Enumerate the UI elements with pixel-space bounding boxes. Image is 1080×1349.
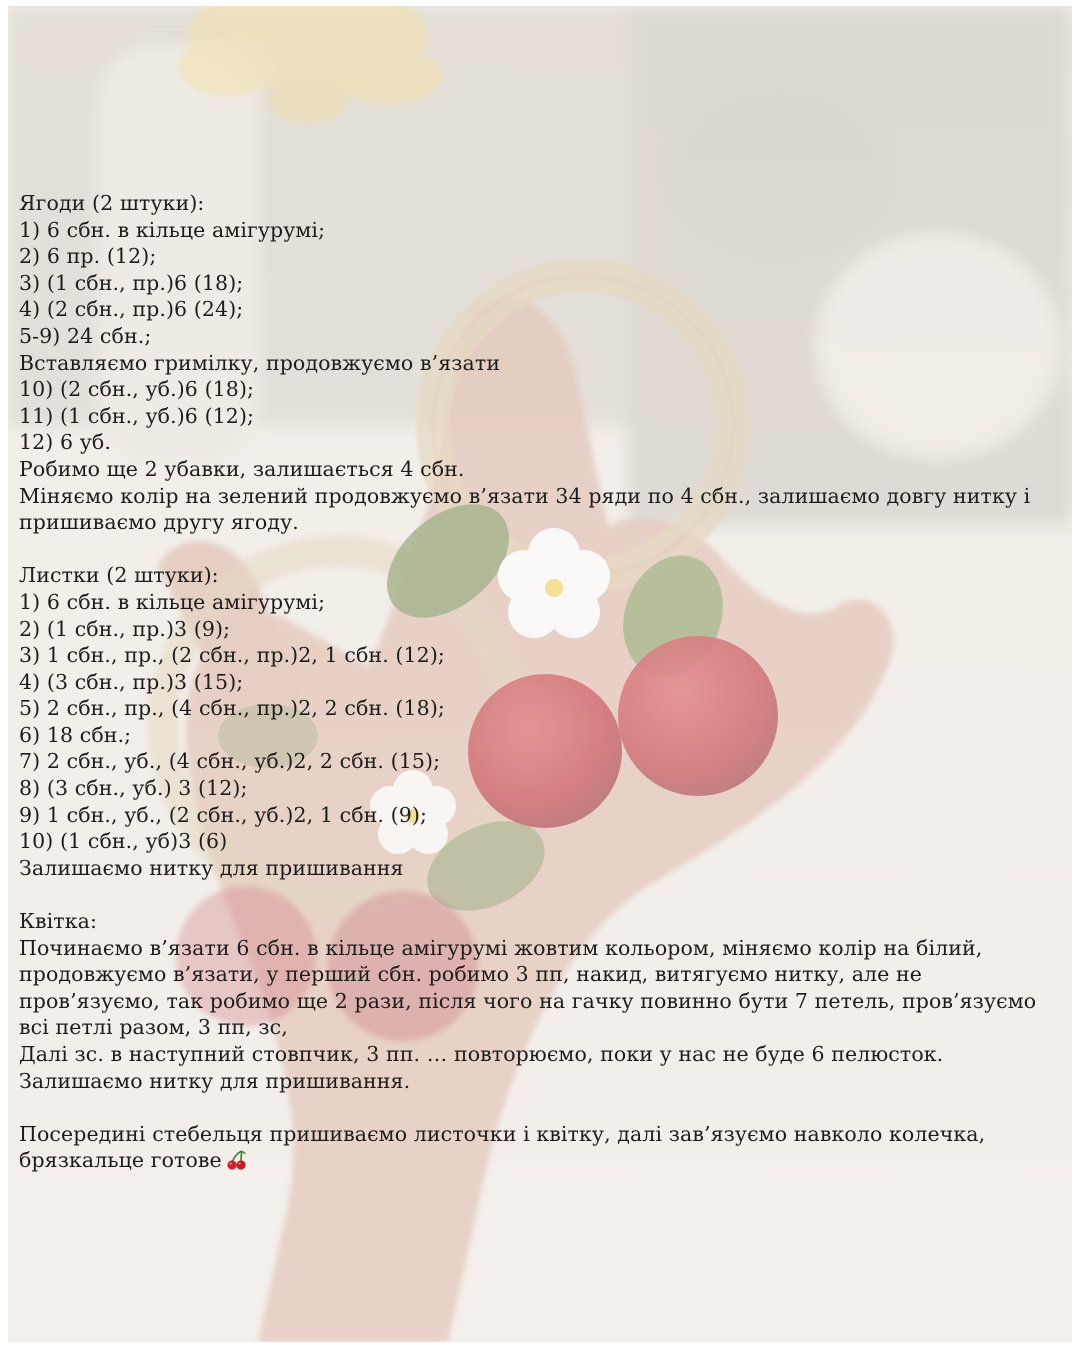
pattern-line: 9) 1 сбн., уб., (2 сбн., уб.)2, 1 сбн. (9);: [19, 802, 428, 827]
pattern-line: 1) 6 сбн. в кільце амігурумі;: [19, 589, 326, 614]
pattern-line: 1) 6 сбн. в кільце амігурумі;: [19, 217, 326, 242]
assembly-text: Посередині стебельця пришиваємо листочки і квітку, далі зав’язуємо навколо колечка, брязкальце готове: [19, 1121, 986, 1173]
pattern-text: [19, 190, 1064, 1201]
pattern-line: 10) (1 сбн., уб)3 (6): [19, 829, 228, 854]
pattern-line: [19, 1121, 1064, 1174]
pattern-line: Робимо ще 2 убавки, залишається 4 сбн.: [19, 456, 465, 481]
pattern-line: 7) 2 сбн., уб., (4 сбн., уб.)2, 2 сбн. (15);: [19, 749, 441, 774]
section-heading: Ягоди (2 штуки):: [19, 191, 205, 215]
section-leaves: [19, 562, 1064, 881]
pattern-line: 2) 6 пр. (12);: [19, 244, 157, 269]
section-assembly: [19, 1121, 1064, 1174]
pattern-line: 12) 6 уб.: [19, 430, 111, 455]
pattern-line: Залишаємо нитку для пришивання.: [19, 1068, 411, 1093]
post-image: [8, 6, 1072, 1342]
pattern-line: Починаємо в’язати 6 сбн. в кільце амігурумі жовтим кольором, міняємо колір на білий, продовжуємо в’язати, у перший сбн. робимо 3 пп, накид, витягуємо нитку, але не пров’язуємо, так робимо ще 2 рази, після чого на гачку повинно бути 7 петель, пров’язуємо всі петлі разом, 3 пп, зс,: [19, 935, 1037, 1040]
section-flower: [19, 908, 1064, 1094]
pattern-line: 5-9) 24 сбн.;: [19, 323, 152, 348]
pattern-line: 11) (1 сбн., уб.)6 (12);: [19, 403, 255, 428]
section-heading: Квітка:: [19, 909, 97, 934]
section-berries: [19, 190, 1064, 536]
section-heading: Листки (2 штуки):: [19, 563, 219, 588]
pattern-line: Далі зс. в наступний стовпчик, 3 пп. … повторюємо, поки у нас не буде 6 пелюсток.: [19, 1042, 944, 1066]
pattern-line: 5) 2 сбн., пр., (4 сбн., пр.)2, 2 сбн. (18);: [19, 696, 445, 721]
pattern-line: 4) (3 сбн., пр.)3 (15);: [19, 669, 244, 694]
pattern-line: 2) (1 сбн., пр.)3 (9);: [19, 616, 231, 641]
pattern-line: 4) (2 сбн., пр.)6 (24);: [19, 297, 244, 322]
pattern-line: 8) (3 сбн., уб.) 3 (12);: [19, 776, 248, 801]
pattern-line: 10) (2 сбн., уб.)6 (18);: [19, 377, 255, 402]
pattern-line: 3) (1 сбн., пр.)6 (18);: [19, 270, 244, 295]
pattern-line: Вставляємо гримілку, продовжуємо в’язати: [19, 350, 501, 375]
pattern-line: 6) 18 сбн.;: [19, 722, 132, 747]
pattern-line: Міняємо колір на зелений продовжуємо в’язати 34 ряди по 4 сбн., залишаємо довгу нитку і пришиваємо другу ягоду.: [19, 483, 1031, 535]
pattern-line: 3) 1 сбн., пр., (2 сбн., пр.)2, 1 сбн. (12);: [19, 643, 445, 668]
pattern-line: Залишаємо нитку для пришивання: [19, 855, 404, 880]
cherries-icon: [226, 1150, 248, 1170]
